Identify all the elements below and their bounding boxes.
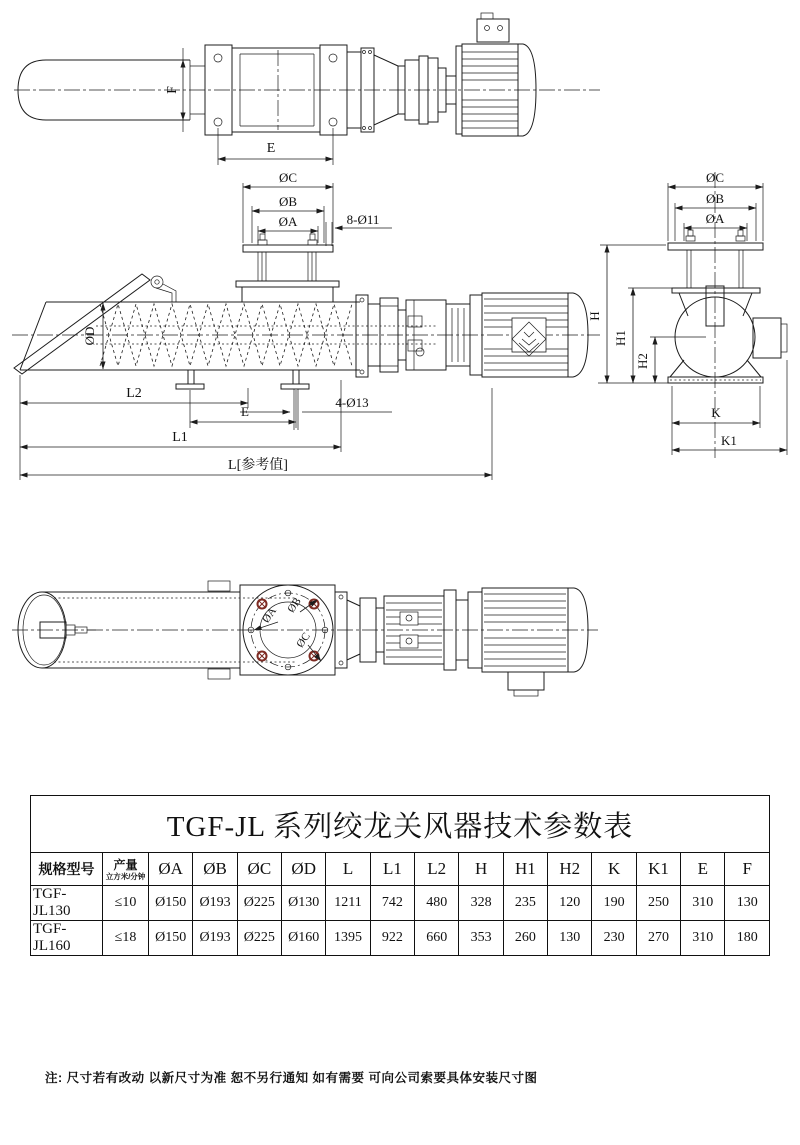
footnote: 注: 尺寸若有改动 以新尺寸为准 恕不另行通知 如有需要 可向公司索要具体安装尺寸图 bbox=[45, 1071, 538, 1085]
dim-label-ob-plan: ØB bbox=[285, 595, 304, 615]
header-model: 规格型号 bbox=[31, 853, 103, 886]
header-dim-oa: ØA bbox=[149, 853, 193, 886]
dim-label-ob-side: ØB bbox=[278, 194, 298, 209]
value-l1: 742 bbox=[370, 886, 414, 921]
value-h2: 120 bbox=[548, 886, 592, 921]
header-dim-oc: ØC bbox=[237, 853, 281, 886]
value-k1: 250 bbox=[636, 886, 680, 921]
dim-label-oc-side: ØC bbox=[278, 170, 298, 185]
value-oc: Ø225 bbox=[237, 886, 281, 921]
dim-label-oa-side: ØA bbox=[278, 214, 298, 229]
value-oa: Ø150 bbox=[149, 886, 193, 921]
header-dim-ob: ØB bbox=[193, 853, 237, 886]
dim-label-oa-plan: ØA bbox=[260, 605, 280, 626]
value-oa: Ø150 bbox=[149, 921, 193, 956]
value-h: 353 bbox=[459, 921, 503, 956]
table-header-row bbox=[31, 853, 770, 886]
dim-label-od: ØD bbox=[82, 326, 97, 346]
value-h: 328 bbox=[459, 886, 503, 921]
value-k1: 270 bbox=[636, 921, 680, 956]
value-h2: 130 bbox=[548, 921, 592, 956]
header-dim-l1: L1 bbox=[370, 853, 414, 886]
bolt-note-foot: 4-Ø13 bbox=[335, 395, 369, 410]
dim-label-oc-end: ØC bbox=[705, 170, 725, 185]
table-row bbox=[31, 886, 770, 921]
value-h1: 235 bbox=[503, 886, 547, 921]
header-dim-f: F bbox=[725, 853, 770, 886]
model-name: TGF-JL130 bbox=[31, 886, 103, 921]
value-h1: 260 bbox=[503, 921, 547, 956]
bolt-note-top: 8-Ø11 bbox=[346, 212, 380, 227]
header-dim-e: E bbox=[681, 853, 725, 886]
dim-label-h2: H2 bbox=[635, 353, 650, 369]
dim-label-oa-end: ØA bbox=[705, 211, 725, 226]
header-dim-h2: H2 bbox=[548, 853, 592, 886]
top-view-drawing bbox=[14, 13, 600, 165]
dim-label-k1: K1 bbox=[721, 433, 737, 448]
capacity-value: ≤10 bbox=[103, 886, 149, 921]
value-k: 230 bbox=[592, 921, 636, 956]
header-dim-k: K bbox=[592, 853, 636, 886]
value-od: Ø130 bbox=[282, 886, 326, 921]
dim-label-e-side: E bbox=[241, 404, 249, 419]
plan-view-drawing bbox=[12, 581, 598, 696]
end-view-drawing bbox=[587, 170, 787, 458]
value-l2: 480 bbox=[415, 886, 459, 921]
table-row bbox=[31, 921, 770, 956]
motor-brand-logo bbox=[512, 318, 546, 356]
value-e: 310 bbox=[681, 921, 725, 956]
spec-table bbox=[30, 795, 770, 956]
header-dim-h: H bbox=[459, 853, 503, 886]
value-oc: Ø225 bbox=[237, 921, 281, 956]
capacity-value: ≤18 bbox=[103, 921, 149, 956]
table-title: TGF-JL 系列绞龙关风器技术参数表 bbox=[31, 796, 770, 853]
model-name: TGF-JL160 bbox=[31, 921, 103, 956]
header-dim-l: L bbox=[326, 853, 370, 886]
value-l: 1211 bbox=[326, 886, 370, 921]
dim-label-h: H bbox=[587, 311, 602, 321]
value-k: 190 bbox=[592, 886, 636, 921]
value-od: Ø160 bbox=[282, 921, 326, 956]
value-e: 310 bbox=[681, 886, 725, 921]
side-view-drawing bbox=[12, 170, 600, 480]
dim-label-l1: L1 bbox=[172, 430, 188, 445]
header-capacity-main: 产量 bbox=[113, 858, 138, 872]
dim-label-ob-end: ØB bbox=[705, 191, 725, 206]
value-l1: 922 bbox=[370, 921, 414, 956]
value-ob: Ø193 bbox=[193, 921, 237, 956]
value-f: 180 bbox=[725, 921, 770, 956]
dim-label-l2: L2 bbox=[126, 386, 142, 401]
header-capacity-unit: 立方米/分钟 bbox=[105, 872, 146, 881]
value-f: 130 bbox=[725, 886, 770, 921]
header-dim-od: ØD bbox=[282, 853, 326, 886]
header-dim-k1: K1 bbox=[636, 853, 680, 886]
header-dim-l2: L2 bbox=[415, 853, 459, 886]
dim-label-l-ref: L[参考值] bbox=[228, 458, 288, 473]
dim-label-e-top: E bbox=[266, 141, 276, 156]
dim-label-k: K bbox=[711, 405, 721, 420]
header-capacity bbox=[103, 853, 149, 886]
dim-label-f: F bbox=[165, 86, 180, 94]
value-l2: 660 bbox=[415, 921, 459, 956]
header-dim-h1: H1 bbox=[503, 853, 547, 886]
dim-label-oc-plan: ØC bbox=[294, 630, 313, 650]
dim-label-h1: H1 bbox=[613, 330, 628, 346]
value-l: 1395 bbox=[326, 921, 370, 956]
value-ob: Ø193 bbox=[193, 886, 237, 921]
